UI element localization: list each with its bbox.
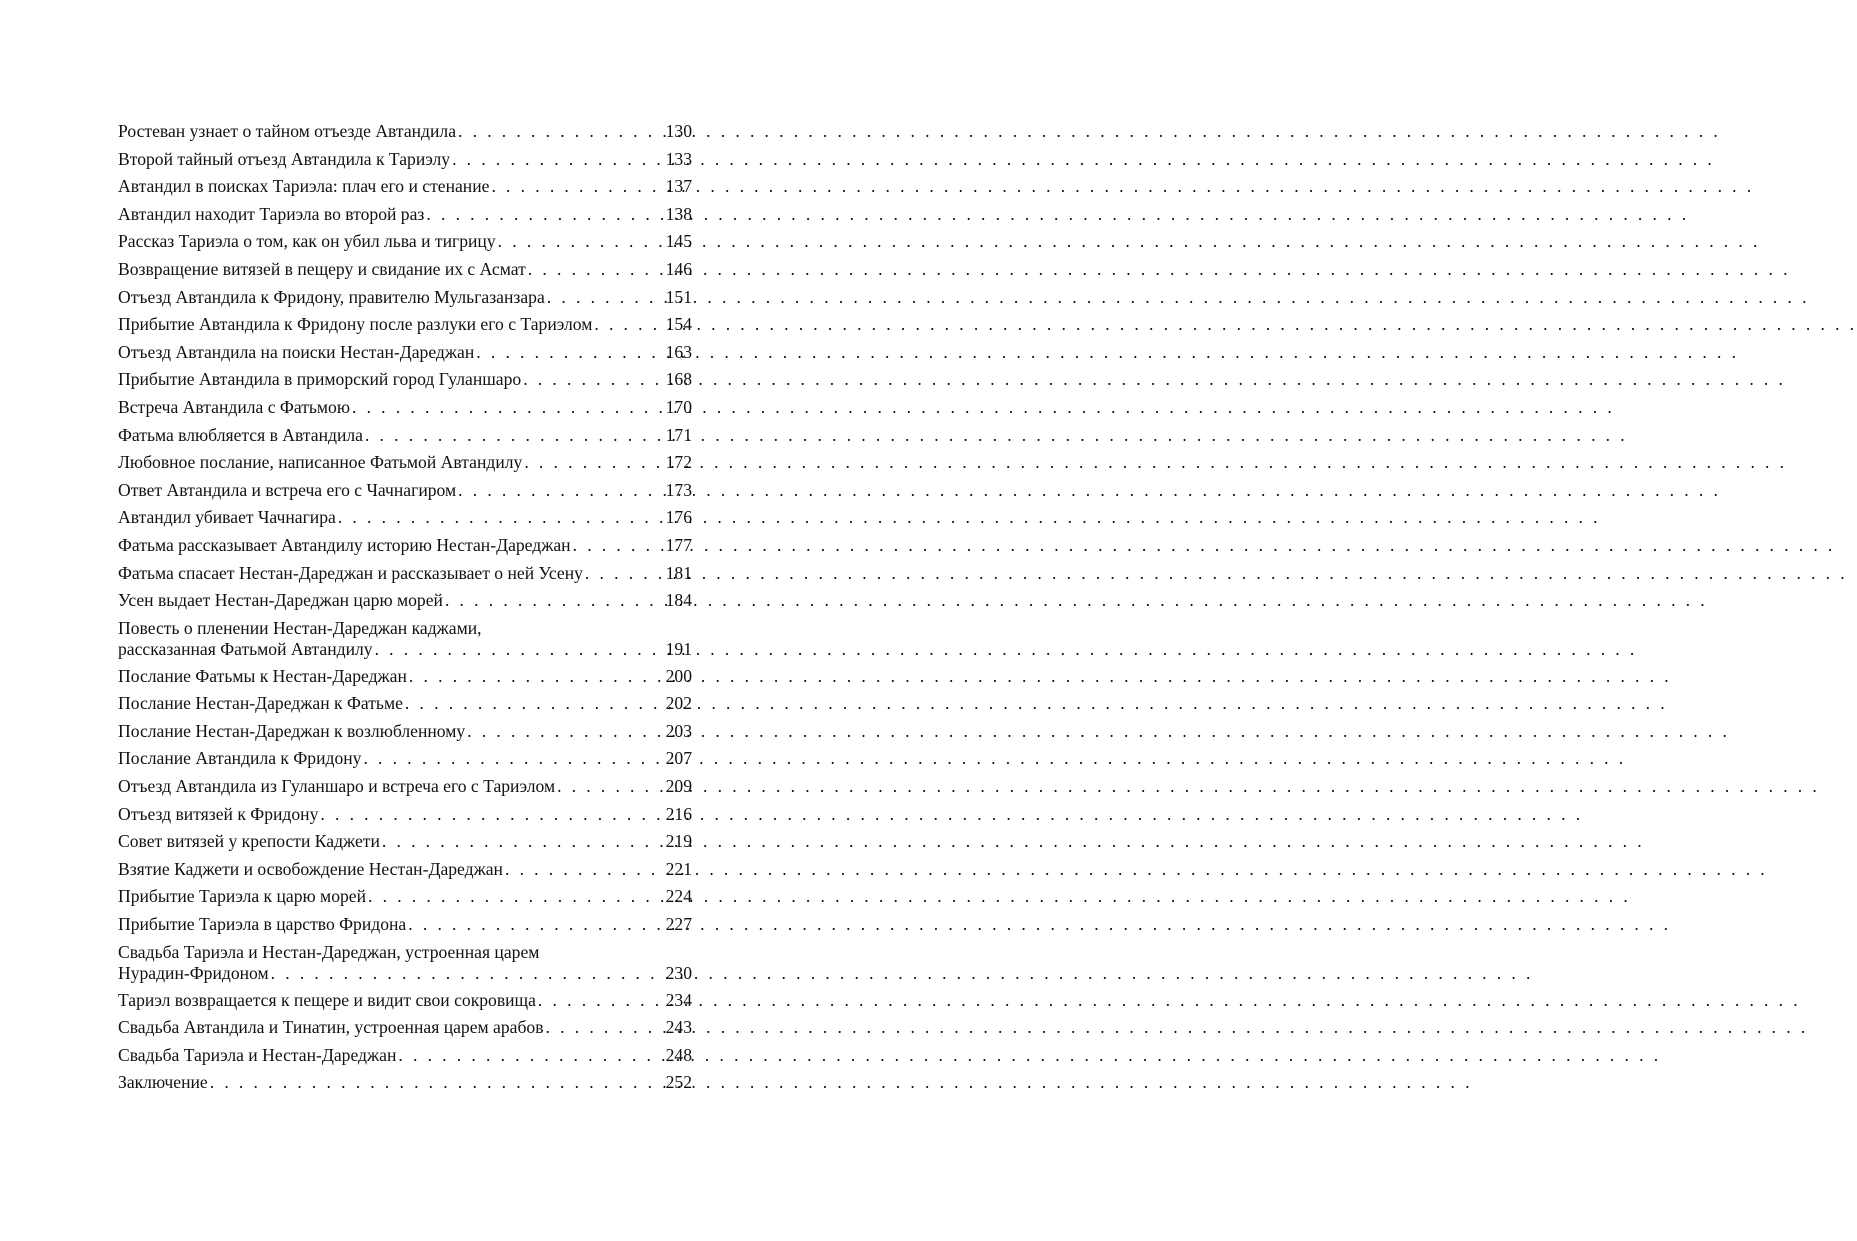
dot-leader <box>409 663 664 691</box>
toc-entry-title: Встреча Автандила с Фатьмою <box>118 396 350 417</box>
toc-entry <box>118 146 692 174</box>
toc-entry <box>118 987 692 1015</box>
toc-entry-title: Автандил в поисках Тариэла: плач его и стенание <box>118 176 490 197</box>
toc-entry-title: Второй тайный отъезд Автандила к Тариэлу <box>118 148 451 169</box>
dot-leader <box>320 801 663 829</box>
toc-entry-title: Ростеван узнает о тайном отъезде Автандила <box>118 121 457 141</box>
toc-entry <box>118 663 692 691</box>
toc-entry-title: Усен выдает Нестан-Дареджан царю морей <box>118 590 443 611</box>
dot-leader <box>523 366 663 394</box>
toc-entry-page: 207 <box>665 748 692 769</box>
toc-entry <box>118 911 692 939</box>
toc-entry-page: 137 <box>665 176 692 197</box>
toc-entry-title: Отъезд Автандила на поиски Нестан-Дареджан <box>118 341 475 362</box>
toc-entry <box>118 284 692 312</box>
toc-entry-title: Послание Фатьмы к Нестан-Дареджан <box>118 665 407 686</box>
dot-leader <box>210 1069 664 1097</box>
table-of-contents <box>118 118 692 1097</box>
toc-entry-page: 177 <box>665 534 692 555</box>
toc-entry-title: Взятие Каджети и освобождение Нестан-Дареджан <box>118 858 503 879</box>
toc-entry-title: Отъезд Автандила к Фридону, правителю Мульгазанзара <box>118 286 545 307</box>
toc-entry-title: Заключение <box>118 1072 208 1093</box>
dot-leader <box>594 311 663 339</box>
toc-entry-title: Свадьба Автандила и Тинатин, устроенная царем арабов <box>118 1017 544 1038</box>
toc-entry-page: 234 <box>665 989 692 1010</box>
toc-entry-title: Тариэл возвращается к пещере и видит свои сокровища <box>118 989 536 1010</box>
toc-entry-page: 203 <box>665 720 692 741</box>
toc-entry-title: Фатьма рассказывает Автандилу историю Нестан-Дареджан <box>118 534 571 555</box>
toc-entry <box>118 828 692 856</box>
toc-entry-page: 176 <box>665 507 692 528</box>
toc-entry-page: 230 <box>665 962 692 983</box>
toc-entry-page: 173 <box>665 479 692 500</box>
dot-leader <box>476 339 663 367</box>
toc-entry <box>118 118 692 146</box>
dot-leader <box>505 856 664 884</box>
dot-leader <box>368 883 664 911</box>
toc-entry <box>118 1042 692 1070</box>
toc-entry-title: Послание Нестан-Дареджан к Фатьме <box>118 693 403 714</box>
toc-entry-page: 151 <box>665 286 692 307</box>
toc-entry-title: Послание Автандила к Фридону <box>118 748 362 769</box>
dot-leader <box>467 718 663 746</box>
dot-leader <box>338 504 664 532</box>
toc-entry-title: Послание Нестан-Дареджан к возлюбленному <box>118 720 466 741</box>
toc-entry-page: 138 <box>665 203 692 224</box>
dot-leader <box>528 256 664 284</box>
dot-leader <box>573 532 664 560</box>
toc-entry <box>118 366 692 394</box>
toc-entry <box>118 394 692 422</box>
toc-entry-title: рассказанная Фатьмой Автандилу <box>118 638 373 659</box>
toc-entry-title: Отъезд Автандила из Гуланшаро и встреча его с Тариэлом <box>118 776 556 797</box>
dot-leader <box>524 449 663 477</box>
dot-leader <box>547 284 664 312</box>
dot-leader <box>498 228 664 256</box>
toc-entry-page: 170 <box>665 396 692 417</box>
toc-entry-title-line1: Свадьба Тариэла и Нестан-Дареджан, устроенная царем <box>118 941 540 962</box>
toc-entry <box>118 801 692 829</box>
toc-entry <box>118 745 692 773</box>
toc-entry-page: 248 <box>665 1044 692 1065</box>
dot-leader <box>382 828 664 856</box>
toc-entry <box>118 449 692 477</box>
dot-leader <box>365 422 664 450</box>
toc-entry-title: Свадьба Тариэла и Нестан-Дареджан <box>118 1044 397 1065</box>
dot-leader <box>405 690 664 718</box>
dot-leader <box>375 639 664 660</box>
dot-leader <box>408 911 663 939</box>
toc-entry-title: Прибытие Автандила к Фридону после разлуки его с Тариэлом <box>118 314 593 335</box>
dot-leader <box>271 963 664 984</box>
toc-entry-title: Отъезд витязей к Фридону <box>118 803 319 824</box>
toc-entry <box>118 773 692 801</box>
toc-entry <box>118 718 692 746</box>
toc-entry-page: 209 <box>665 776 692 797</box>
toc-entry <box>118 560 692 588</box>
dot-leader <box>452 146 664 174</box>
toc-entry-page: 146 <box>665 258 692 279</box>
toc-entry <box>118 883 692 911</box>
toc-entry <box>118 532 692 560</box>
toc-entry-title: Фатьма спасает Нестан-Дареджан и рассказывает о ней Усену <box>118 562 583 583</box>
toc-entry <box>118 939 692 987</box>
toc-entry-page: 191 <box>665 638 692 659</box>
toc-entry-page: 171 <box>665 424 692 445</box>
toc-entry <box>118 422 692 450</box>
dot-leader <box>458 118 664 146</box>
toc-entry-title: Фатьма влюбляется в Автандила <box>118 424 363 445</box>
toc-entry <box>118 173 692 201</box>
dot-leader <box>398 1042 663 1070</box>
dot-leader <box>426 201 663 229</box>
toc-entry-page: 252 <box>665 1072 692 1093</box>
toc-entry-title: Ответ Автандила и встреча его с Чачнагиром <box>118 479 457 500</box>
toc-entry-title: Нурадин-Фридоном <box>118 962 269 983</box>
dot-leader <box>546 1014 664 1042</box>
toc-entry <box>118 311 692 339</box>
dot-leader <box>538 987 664 1015</box>
toc-entry-page: 219 <box>665 831 692 852</box>
toc-entry-title: Автандил находит Тариэла во второй раз <box>118 203 425 224</box>
toc-entry-title-line1: Повесть о пленении Нестан-Дареджан каджами, <box>118 617 482 638</box>
toc-entry-page: 163 <box>665 341 692 362</box>
dot-leader <box>445 587 664 615</box>
toc-entry <box>118 477 692 505</box>
toc-entry-page: 168 <box>665 369 692 390</box>
toc-entry-title: Совет витязей у крепости Каджети <box>118 831 380 852</box>
dot-leader <box>352 394 664 422</box>
toc-entry <box>118 690 692 718</box>
toc-entry <box>118 201 692 229</box>
toc-entry <box>118 339 692 367</box>
toc-entry-page: 172 <box>665 452 692 473</box>
toc-entry-title: Автандил убивает Чачнагира <box>118 507 336 528</box>
toc-entry <box>118 615 692 663</box>
toc-entry-page: 243 <box>665 1017 692 1038</box>
toc-entry <box>118 856 692 884</box>
toc-entry-page: 200 <box>665 665 692 686</box>
toc-entry-page: 227 <box>665 914 692 935</box>
toc-entry-title: Рассказ Тариэла о том, как он убил льва и тигрицу <box>118 231 496 252</box>
toc-entry-page: 216 <box>665 803 692 824</box>
dot-leader <box>557 773 664 801</box>
toc-entry-page: 224 <box>665 886 692 907</box>
toc-entry <box>118 256 692 284</box>
toc-entry-page: 221 <box>665 858 692 879</box>
toc-entry-title: Прибытие Автандила в приморский город Гуланшаро <box>118 369 522 390</box>
toc-entry-title: Прибытие Тариэла в царство Фридона <box>118 914 407 935</box>
toc-entry <box>118 1014 692 1042</box>
toc-entry-page: 145 <box>665 231 692 252</box>
toc-entry-page: 130 <box>665 121 692 141</box>
toc-entry <box>118 228 692 256</box>
toc-entry-page: 184 <box>665 590 692 611</box>
toc-entry <box>118 587 692 615</box>
dot-leader <box>363 745 663 773</box>
toc-entry-title: Любовное послание, написанное Фатьмой Автандилу <box>118 452 523 473</box>
toc-entry-page: 154 <box>665 314 692 335</box>
toc-entry-page: 202 <box>665 693 692 714</box>
toc-entry-title: Прибытие Тариэла к царю морей <box>118 886 367 907</box>
toc-entry-page: 133 <box>665 148 692 169</box>
toc-entry-page: 181 <box>665 562 692 583</box>
dot-leader <box>491 173 663 201</box>
dot-leader <box>585 560 664 588</box>
dot-leader <box>458 477 663 505</box>
toc-entry <box>118 1069 692 1097</box>
toc-entry-title: Возвращение витязей в пещеру и свидание их с Асмат <box>118 258 526 279</box>
toc-entry <box>118 504 692 532</box>
